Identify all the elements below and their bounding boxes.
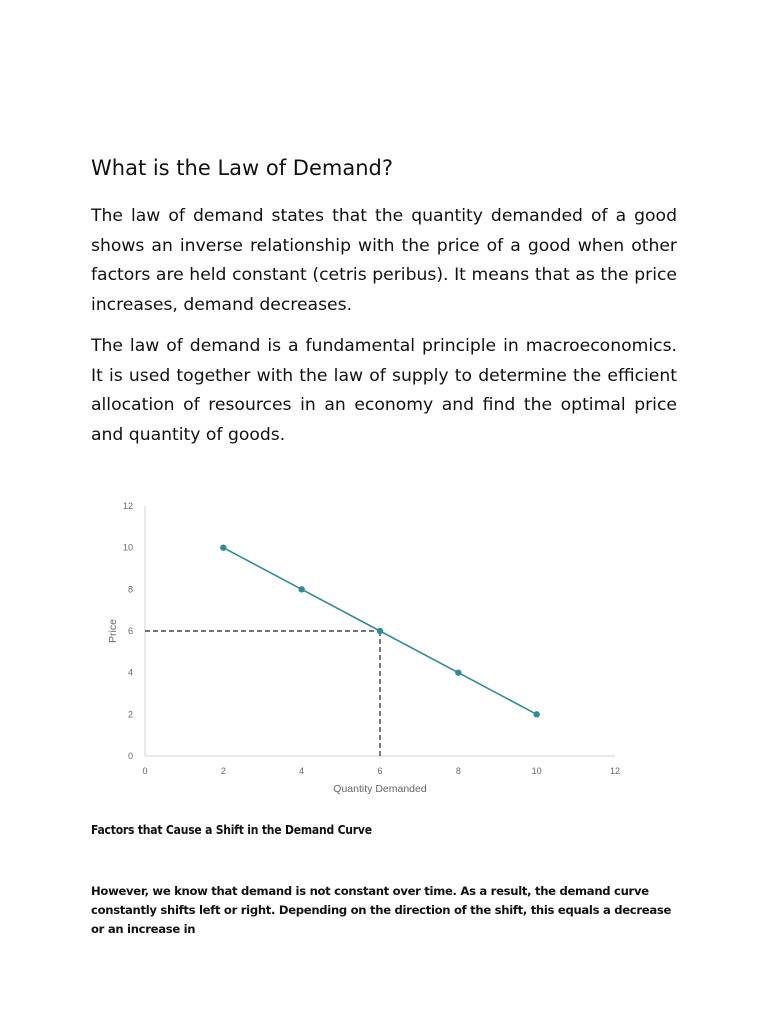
x-tick-label: 2 — [220, 766, 226, 776]
paragraph-law-principle: The law of demand is a fundamental principle in macroeconomics. It is used together with the law of supply to determine the efficient allocation of resources in an economy and find the optimal price and quantity of goods. — [91, 336, 677, 445]
paragraph-law-definition: The law of demand states that the quantity demanded of a good shows an inverse relationship with the price of a good when other factors are held constant (cetris peribus). It means that as the price increases, demand decreases. — [91, 206, 677, 315]
x-tick-label: 0 — [142, 766, 148, 776]
y-tick-label: 2 — [127, 709, 133, 720]
page-heading: What is the Law of Demand? — [91, 156, 393, 180]
demand-data-point — [298, 586, 304, 592]
x-tick-label: 8 — [455, 766, 461, 776]
y-tick-label: 10 — [122, 542, 133, 553]
section-subheading: Factors that Cause a Shift in the Demand Curve — [91, 823, 372, 837]
y-tick-label: 0 — [127, 751, 133, 761]
y-tick-label: 6 — [127, 626, 133, 636]
paragraph-demand-shift: However, we know that demand is not constant over time. As a result, the demand curve constantly shifts left or right. Depending on the direction of the shift, this equals a decrease or an increase in — [91, 884, 672, 936]
y-tick-label: 4 — [127, 667, 133, 678]
x-tick-label: 10 — [531, 766, 542, 776]
x-axis-title: Quantity Demanded — [333, 783, 427, 795]
demand-data-point — [533, 711, 539, 717]
demand-data-point — [220, 544, 226, 550]
x-tick-label: 6 — [377, 766, 383, 776]
x-tick-label: 4 — [299, 766, 305, 776]
x-tick-label: 12 — [609, 766, 621, 776]
y-tick-label: 8 — [127, 584, 133, 595]
demand-data-point — [377, 628, 383, 634]
y-tick-label: 12 — [122, 501, 133, 511]
y-axis-title: Price — [107, 619, 119, 643]
demand-curve-chart — [96, 495, 636, 805]
demand-data-point — [455, 669, 461, 675]
